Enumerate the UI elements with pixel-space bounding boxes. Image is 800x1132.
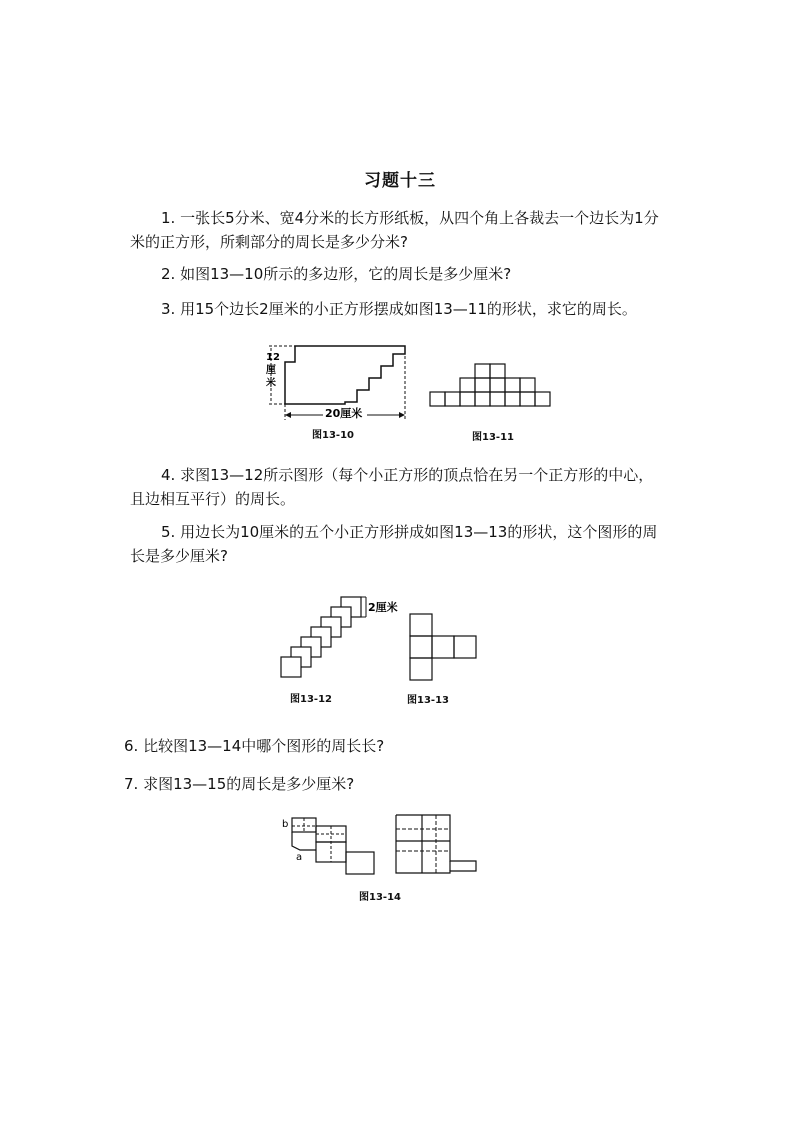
fig14-label-b: b [282, 819, 289, 830]
problem-1-line-1: 1. 一张长5分米、宽4分米的长方形纸板，从四个角上各裁去一个边长为1分 [161, 209, 659, 227]
problem-3: 3. 用15个边长2厘米的小正方形摆成如图13—11的形状，求它的周长。 [161, 300, 637, 318]
figure-13-14-left [280, 812, 380, 882]
fig10-height-label: 12 厘米 [266, 352, 280, 389]
figure-13-13-caption: 图13-13 [407, 695, 449, 706]
figure-13-10-caption: 图13-10 [312, 430, 354, 441]
page-title: 习题十三 [364, 171, 436, 191]
problem-4-line-1: 4. 求图13—12所示图形（每个小正方形的顶点恰在另一个正方形的中心， [161, 466, 654, 484]
figure-13-12 [280, 596, 405, 686]
problem-5-line-2: 长是多少厘米? [130, 547, 228, 565]
problem-6: 6. 比较图13—14中哪个图形的周长长? [124, 737, 385, 755]
problem-7: 7. 求图13—15的周长是多少厘米? [124, 775, 355, 793]
figure-13-11-caption: 图13-11 [472, 432, 514, 443]
problem-4-line-2: 且边相互平行）的周长。 [130, 490, 296, 508]
problem-2: 2. 如图13—10所示的多边形，它的周长是多少厘米? [161, 265, 512, 283]
figure-13-12-caption: 图13-12 [290, 694, 332, 705]
fig12-side-label: 2厘米 [368, 601, 398, 614]
figure-13-14-caption: 图13-14 [359, 892, 401, 903]
fig10-width-label: 20厘米 [325, 407, 363, 420]
figure-13-13 [408, 612, 478, 684]
problem-5-line-1: 5. 用边长为10厘米的五个小正方形拼成如图13—13的形状，这个图形的周 [161, 523, 658, 541]
figure-13-10 [255, 340, 425, 440]
problem-1-line-2: 米的正方形，所剩部分的周长是多少分米? [130, 233, 408, 251]
fig14-label-a: a [296, 852, 303, 863]
figure-13-14-right [392, 811, 482, 876]
figure-13-11 [428, 362, 563, 410]
